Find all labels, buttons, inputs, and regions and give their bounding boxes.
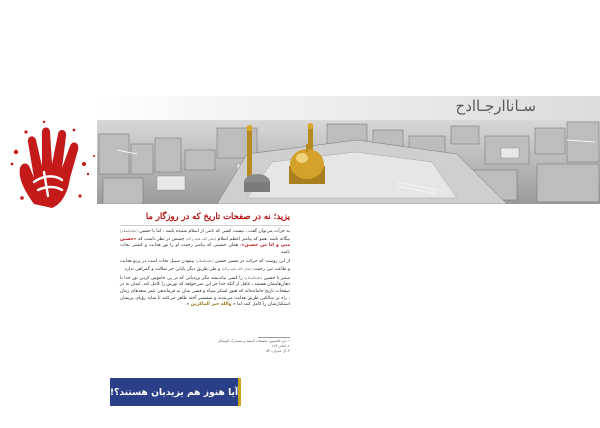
article-paragraph — [120, 275, 290, 309]
article-body — [120, 228, 290, 310]
question-box-text: آیا هنوز هم یزیدیان هستند؟! — [109, 386, 239, 398]
paragraph-text: ستیز با حسین — [262, 275, 290, 281]
paragraph-text: به جرأت می‌توان گفت ، نیست کسی که نامی از اسلام شنیده باشد ، اما با حسین — [137, 229, 290, 234]
paragraph-text: (صلی الله علیه و آله) — [221, 266, 252, 271]
heading-divider — [120, 225, 290, 226]
title-strip — [97, 96, 600, 120]
article-heading: یزید؛ نه در صفحات تاریخ که در روزگار ما — [145, 211, 290, 221]
article-paragraph — [120, 228, 290, 256]
paragraph-text: پیمودن سبیل نجات است در پرتو هدایت و طاعت نبی رحمت — [120, 258, 290, 272]
paragraph-text: (علیه‌السلام) — [195, 258, 214, 263]
footnote-2: ۲. انعام، ۱۲۴ — [271, 344, 290, 348]
footnotes — [180, 339, 290, 354]
paragraph-text: ». — [185, 302, 191, 308]
paragraph-text: چنینش در نظر داشت که — [136, 236, 186, 242]
paragraph-text: ، همان حسینی که پیامبر رحمت او را نور هدایت و کشتی نجات نامید. — [120, 243, 290, 255]
paragraph-text: (صلی الله علیه و آله) — [185, 236, 217, 241]
paragraph-text: را کسی نیاندیشد مگر یزیدیانی که در پی خاموش کردن نور خدا با دهان‌هایشان هستند ، غافل از آنکه خدا جز این نمی‌خواهد که نورش را کامل کند. ایمان نه در صفحات تاریخ جامانده‌اند که هنوز لشکر سپاه و قسی شان به فرماندهی عمر سعدهای زمان ، راه بر سالکین طریق هدایت می‌بندند و شمشیر آخته ظاهر می‌کنند تا شاید رؤیای پریشان استکبارشان را کامل کنند اما « — [120, 275, 290, 308]
question-box — [110, 378, 238, 406]
paragraph-text: (علیه‌السلام) — [244, 275, 263, 280]
footnotes-divider — [258, 337, 290, 338]
paragraph-text: و طی طریق دیگر پایانی جز ضلالت و گمراهی ندارد. — [123, 266, 222, 272]
paragraph-text: بیگانه باشد. همو که پیامبر اعظم اسلام — [216, 236, 290, 242]
shrine-aerial-photo — [97, 120, 600, 204]
highlighted-quote: «حسین منی و انا من حسین» — [120, 236, 290, 249]
question-box-accent — [238, 378, 241, 406]
footnote-3: ۳. آل عمران، ۵۴ — [266, 349, 290, 353]
gold-quote: والله خیر الماکرین — [190, 302, 232, 308]
footnote-1: ۱. ابن الحسین، مصنفات المفید و مستدرک الوسائل — [217, 339, 290, 343]
bloody-hand-logo — [4, 112, 100, 212]
title-strip-text: سـاناارجـاادح — [455, 97, 536, 115]
paragraph-text: از این روست که حرکت در مسیر حسین — [213, 258, 291, 264]
paragraph-text: (علیه‌السلام) — [120, 229, 138, 233]
article-paragraph — [120, 258, 290, 273]
